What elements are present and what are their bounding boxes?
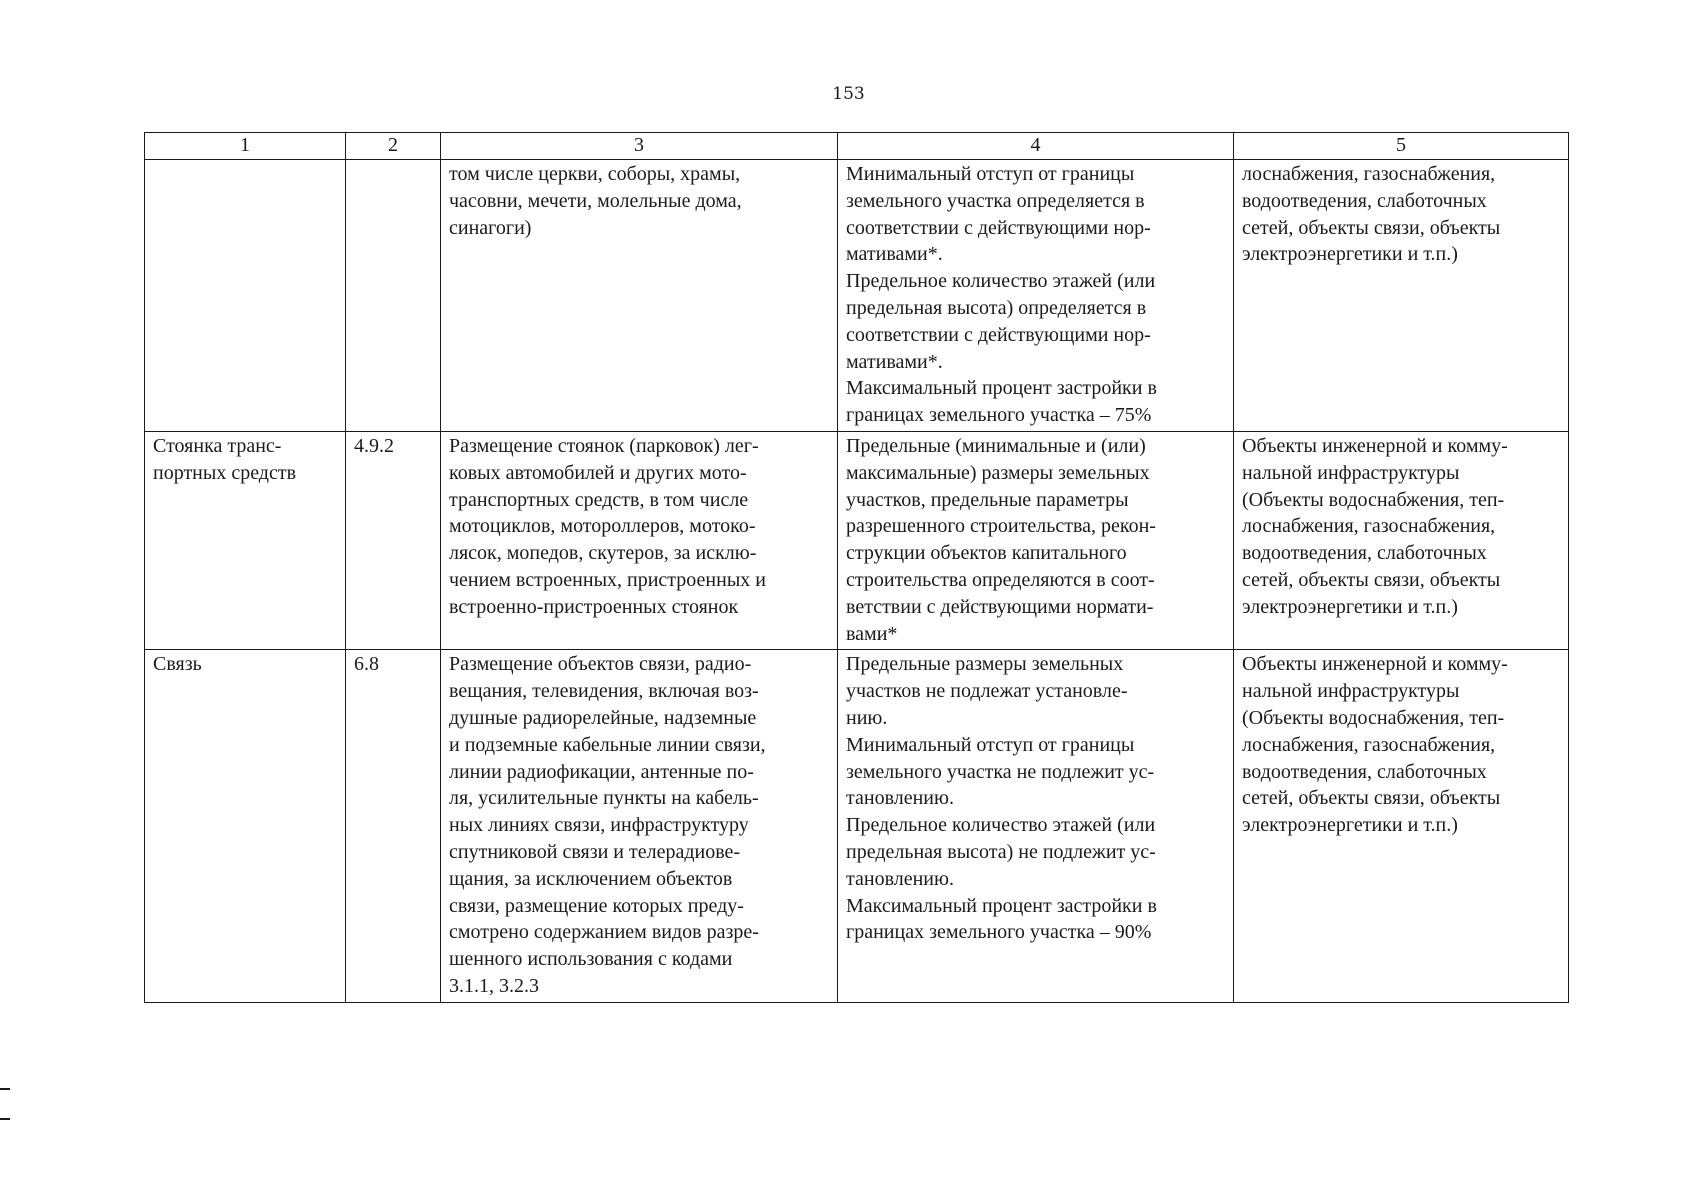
auxiliary-line: нальной инфраструктуры: [1242, 461, 1460, 484]
parameters-cell: [838, 431, 1234, 649]
column-header-1: 1: [145, 133, 346, 160]
description-cell: [441, 160, 838, 432]
description-line: ля, усилительные пункты на кабель-: [449, 787, 759, 810]
parameters-line: предельная высота) определяется в: [846, 296, 1147, 319]
description-line: Размещение стоянок (парковок) лег-: [449, 434, 759, 457]
auxiliary-line: лоснабжения, газоснабжения,: [1242, 163, 1496, 185]
column-header-3: 3: [441, 133, 838, 160]
auxiliary-line: Объекты инженерной и комму-: [1242, 653, 1508, 676]
description-line: смотрено содержанием видов разре-: [449, 921, 759, 944]
parameters-line: мативами*.: [846, 243, 943, 266]
description-line: линии радиофикации, антенные по-: [449, 760, 754, 783]
parameters-cell: [838, 650, 1234, 1002]
land-use-table: [144, 132, 1569, 1003]
parameters-line: максимальные) размеры земельных: [846, 461, 1150, 484]
page-number: 153: [832, 84, 865, 104]
description-line: синагоги): [449, 216, 532, 239]
table-header-row: [145, 133, 1569, 160]
auxiliary-line: (Объекты водоснабжения, теп-: [1242, 706, 1505, 729]
description-line: шенного использования с кодами: [449, 948, 733, 971]
description-line: том числе церкви, соборы, храмы,: [449, 163, 741, 185]
description-line: спутниковой связи и телерадиове-: [449, 840, 741, 863]
table-row: [145, 650, 1569, 1002]
description-line: ковых автомобилей и других мото-: [449, 461, 747, 484]
parameters-line: участков, предельные параметры: [846, 488, 1129, 511]
parameters-line: предельная высота) не подлежит ус-: [846, 840, 1156, 863]
parameters-line: земельного участка определяется в: [846, 189, 1145, 212]
auxiliary-cell: [1234, 160, 1569, 432]
parameters-line: ветствии с действующими нормати-: [846, 595, 1154, 618]
auxiliary-line: сетей, объекты связи, объекты: [1242, 787, 1501, 810]
parameters-line: тановлению.: [846, 787, 954, 810]
parameters-line: Предельные (минимальные и (или): [846, 434, 1146, 457]
table-row: [145, 160, 1569, 432]
description-line: часовни, мечети, молельные дома,: [449, 189, 742, 212]
use-name-line: Стоянка транс-: [153, 434, 282, 457]
use-name-cell: [145, 160, 346, 432]
auxiliary-line: лоснабжения, газоснабжения,: [1242, 515, 1496, 538]
description-line: транспортных средств, в том числе: [449, 488, 749, 511]
description-line: щания, за исключением объектов: [449, 867, 733, 890]
parameters-line: нию.: [846, 706, 888, 729]
description-line: лясок, мопедов, скутеров, за исклю-: [449, 542, 757, 565]
description-line: и подземные кабельные линии связи,: [449, 733, 766, 756]
auxiliary-line: сетей, объекты связи, объекты: [1242, 216, 1501, 239]
parameters-line: строительства определяются в соот-: [846, 568, 1155, 591]
parameters-line: Предельное количество этажей (или: [846, 814, 1156, 837]
parameters-line: Минимальный отступ от границы: [846, 733, 1135, 756]
auxiliary-line: Объекты инженерной и комму-: [1242, 434, 1508, 457]
auxiliary-line: сетей, объекты связи, объекты: [1242, 568, 1501, 591]
parameters-line: тановлению.: [846, 867, 954, 890]
parameters-line: Предельное количество этажей (или: [846, 270, 1156, 293]
description-cell: [441, 650, 838, 1002]
parameters-line: разрешенного строительства, рекон-: [846, 515, 1156, 538]
use-name-line: портных средств: [153, 461, 297, 484]
parameters-line: Предельные размеры земельных: [846, 653, 1124, 676]
auxiliary-line: электроэнергетики и т.п.): [1242, 243, 1458, 266]
parameters-line: Минимальный отступ от границы: [846, 163, 1135, 185]
auxiliary-line: нальной инфраструктуры: [1242, 680, 1460, 703]
auxiliary-cell: [1234, 431, 1569, 649]
parameters-cell: [838, 160, 1234, 432]
description-line: душные радиорелейные, надземные: [449, 706, 757, 729]
description-line: встроенно-пристроенных стоянок: [449, 595, 739, 618]
auxiliary-cell: [1234, 650, 1569, 1002]
description-cell: [441, 431, 838, 649]
margin-mark: [0, 1118, 10, 1120]
column-header-4: 4: [838, 133, 1234, 160]
column-header-5: 5: [1234, 133, 1569, 160]
use-code-cell: [346, 160, 441, 432]
auxiliary-line: водоотведения, слаботочных: [1242, 189, 1487, 212]
table-row: [145, 431, 1569, 649]
description-line: ных линиях связи, инфраструктуру: [449, 814, 749, 837]
use-name-cell: [145, 650, 346, 1002]
auxiliary-line: (Объекты водоснабжения, теп-: [1242, 488, 1505, 511]
use-code-cell: 6.8: [346, 650, 441, 1002]
parameters-line: границах земельного участка – 90%: [846, 921, 1152, 944]
auxiliary-line: водоотведения, слаботочных: [1242, 760, 1487, 783]
auxiliary-line: электроэнергетики и т.п.): [1242, 814, 1458, 837]
column-header-2: 2: [346, 133, 441, 160]
auxiliary-line: электроэнергетики и т.п.): [1242, 595, 1458, 618]
description-line: чением встроенных, пристроенных и: [449, 568, 766, 591]
parameters-line: струкции объектов капитального: [846, 542, 1127, 565]
parameters-line: земельного участка не подлежит ус-: [846, 760, 1155, 783]
parameters-line: границах земельного участка – 75%: [846, 404, 1152, 427]
description-line: вещания, телевидения, включая воз-: [449, 680, 759, 703]
parameters-line: соответствии с действующими нор-: [846, 323, 1151, 346]
auxiliary-line: водоотведения, слаботочных: [1242, 542, 1487, 565]
parameters-line: мативами*.: [846, 350, 943, 373]
description-line: 3.1.1, 3.2.3: [449, 974, 539, 997]
description-line: связи, размещение которых преду-: [449, 894, 744, 917]
parameters-line: соответствии с действующими нор-: [846, 216, 1151, 239]
parameters-line: Максимальный процент застройки в: [846, 377, 1157, 400]
description-line: мотоциклов, мотороллеров, мотоко-: [449, 515, 756, 538]
parameters-line: вами*: [846, 622, 898, 645]
use-code-cell: 4.9.2: [346, 431, 441, 649]
parameters-line: участков не подлежат установле-: [846, 680, 1128, 703]
parameters-line: Максимальный процент застройки в: [846, 894, 1157, 917]
auxiliary-line: лоснабжения, газоснабжения,: [1242, 733, 1496, 756]
use-name-cell: [145, 431, 346, 649]
description-line: Размещение объектов связи, радио-: [449, 653, 752, 676]
margin-mark: [0, 1088, 10, 1090]
use-name-line: Связь: [153, 653, 202, 676]
